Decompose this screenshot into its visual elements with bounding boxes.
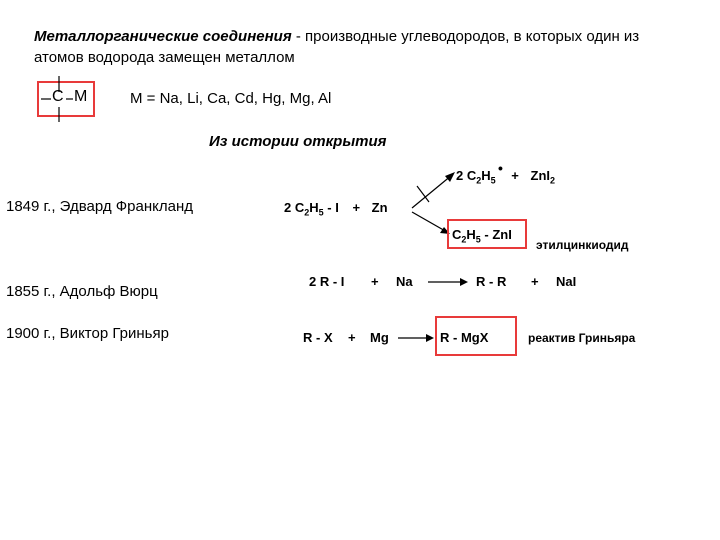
event-frankland: 1849 г., Эдвард Франкланд <box>6 198 194 215</box>
definition-term: Металлорганические соединения <box>34 28 292 45</box>
wurtz-na: Na <box>396 274 413 289</box>
structure-carbon: C <box>52 88 64 105</box>
grignard-reactant: R - X <box>303 330 333 345</box>
event-grignard: 1900 г., Виктор Гриньяр <box>6 325 169 342</box>
structure-formula <box>52 88 87 106</box>
grignard-mg: Mg <box>370 330 389 345</box>
event-wurtz: 1855 г., Адольф Вюрц <box>6 283 158 300</box>
frankland-product-name: этилцинкиодид <box>536 238 629 252</box>
wurtz-nai: NaI <box>556 274 577 289</box>
history-heading: Из истории открытия <box>209 133 387 150</box>
frankland-product: $C_2H_5$ - ZnI <box>452 227 512 245</box>
grignard-product: R - MgX <box>440 330 489 345</box>
wurtz-plus2: + <box>531 274 539 289</box>
radical-dot: • <box>498 160 503 176</box>
metals-list: M = Na, Li, Ca, Cd, Hg, Mg, Al <box>130 90 332 107</box>
definition-text: - производные углеводородов, в которых один из атомов водорода замещен металлом <box>34 28 640 66</box>
frankland-product-radicals: 2 $C_2H_5 + ZnI_2$ <box>456 168 556 186</box>
frankland-reactant: 2 $C_2H_5 - I + Zn$ <box>284 200 388 218</box>
wurtz-product: R - R <box>476 274 507 289</box>
structure-metal: M <box>74 88 88 105</box>
wurtz-reactant: 2 R - I <box>309 274 345 289</box>
grignard-product-name: реактив Гриньяра <box>528 331 636 345</box>
grignard-plus: + <box>348 330 356 345</box>
wurtz-plus: + <box>371 274 379 289</box>
